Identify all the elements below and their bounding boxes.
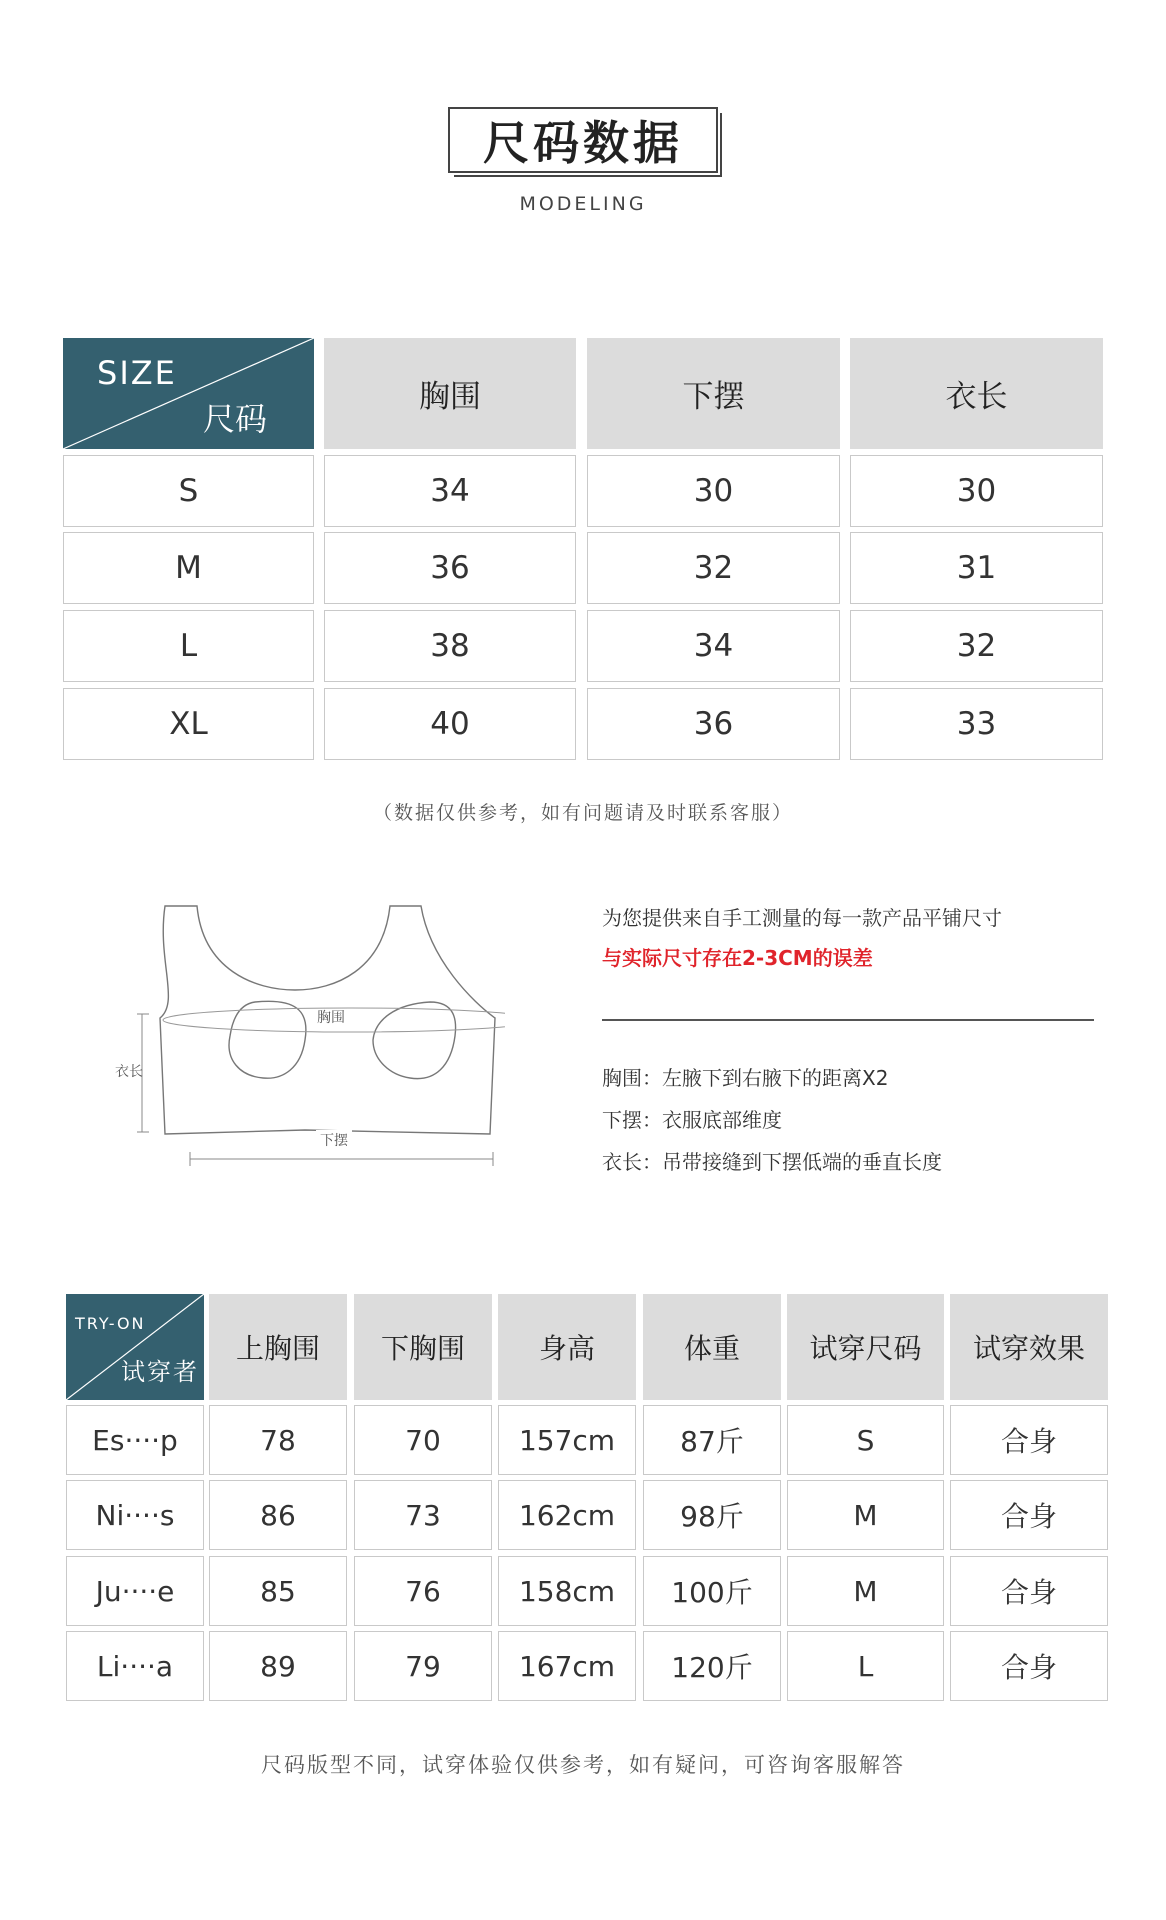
tryon-table-note: 尺码版型不同，试穿体验仅供参考，如有疑问，可咨询客服解答 (261, 1753, 905, 1777)
tryon-table-corner (66, 1294, 204, 1400)
table-cell: 36 (587, 688, 840, 760)
column-header: 胸围 (324, 338, 576, 449)
hem-measure (190, 1152, 493, 1166)
table-cell: 32 (850, 610, 1103, 682)
table-cell: 38 (324, 610, 576, 682)
table-cell: 162cm (498, 1480, 636, 1550)
table-cell: M (787, 1556, 944, 1626)
column-header: 上胸围 (209, 1294, 347, 1400)
table-cell: M (787, 1480, 944, 1550)
table-cell: 76 (354, 1556, 492, 1626)
diagram-warning: 与实际尺寸存在2-3CM的误差 (602, 946, 873, 970)
table-cell: 98斤 (643, 1480, 781, 1550)
size-table-note: （数据仅供参考，如有问题请及时联系客服） (372, 802, 793, 824)
page-title (448, 107, 718, 173)
table-cell: 合身 (950, 1480, 1108, 1550)
size-cell: S (63, 455, 314, 527)
corner-top-label: TRY-ON (75, 1314, 146, 1333)
table-cell: 86 (209, 1480, 347, 1550)
corner-top-label: SIZE (97, 354, 177, 392)
table-cell: 31 (850, 532, 1103, 604)
table-cell: 合身 (950, 1631, 1108, 1701)
chest-label: 胸围 (317, 1010, 345, 1026)
table-cell: 120斤 (643, 1631, 781, 1701)
right-cup-outline (373, 1002, 456, 1079)
table-cell: 158cm (498, 1556, 636, 1626)
column-header: 试穿效果 (950, 1294, 1108, 1400)
definition-hem: 下摆：衣服底部维度 (602, 1108, 782, 1132)
size-table-corner (63, 338, 314, 449)
table-cell: S (787, 1405, 944, 1475)
size-cell: L (63, 610, 314, 682)
table-cell: L (787, 1631, 944, 1701)
corner-bottom-label: 尺码 (203, 400, 268, 438)
page-subtitle: MODELING (519, 193, 647, 215)
table-cell: 36 (324, 532, 576, 604)
size-cell: M (63, 532, 314, 604)
tryon-name-cell: Li····a (66, 1631, 204, 1701)
hem-label: 下摆 (316, 1130, 352, 1150)
table-cell: 30 (850, 455, 1103, 527)
column-header: 体重 (643, 1294, 781, 1400)
corner-bottom-label: 试穿者 (121, 1358, 199, 1386)
table-cell: 73 (354, 1480, 492, 1550)
diagram-intro: 为您提供来自手工测量的每一款产品平铺尺寸 (602, 906, 1002, 930)
column-header: 试穿尺码 (787, 1294, 944, 1400)
definition-length: 衣长：吊带接缝到下摆低端的垂直长度 (602, 1150, 942, 1174)
page-title-text: 尺码数据 (483, 116, 683, 170)
definition-chest: 胸围：左腋下到右腋下的距离X2 (602, 1066, 889, 1090)
table-cell: 34 (587, 610, 840, 682)
table-cell: 70 (354, 1405, 492, 1475)
left-cup-outline (229, 1001, 306, 1078)
size-cell: XL (63, 688, 314, 760)
table-cell: 85 (209, 1556, 347, 1626)
tryon-name-cell: Es····p (66, 1405, 204, 1475)
column-header: 身高 (498, 1294, 636, 1400)
table-cell: 32 (587, 532, 840, 604)
table-cell: 40 (324, 688, 576, 760)
table-cell: 100斤 (643, 1556, 781, 1626)
table-cell: 87斤 (643, 1405, 781, 1475)
table-cell: 合身 (950, 1556, 1108, 1626)
table-cell: 89 (209, 1631, 347, 1701)
column-header: 衣长 (850, 338, 1103, 449)
length-label: 衣长 (115, 1064, 143, 1080)
table-cell: 34 (324, 455, 576, 527)
table-cell: 合身 (950, 1405, 1108, 1475)
column-header: 下胸围 (354, 1294, 492, 1400)
divider (602, 1019, 1094, 1021)
table-cell: 79 (354, 1631, 492, 1701)
garment-diagram (105, 890, 505, 1180)
column-header: 下摆 (587, 338, 840, 449)
table-cell: 167cm (498, 1631, 636, 1701)
table-cell: 78 (209, 1405, 347, 1475)
table-cell: 33 (850, 688, 1103, 760)
tryon-name-cell: Ni····s (66, 1480, 204, 1550)
table-cell: 30 (587, 455, 840, 527)
table-cell: 157cm (498, 1405, 636, 1475)
tryon-name-cell: Ju····e (66, 1556, 204, 1626)
